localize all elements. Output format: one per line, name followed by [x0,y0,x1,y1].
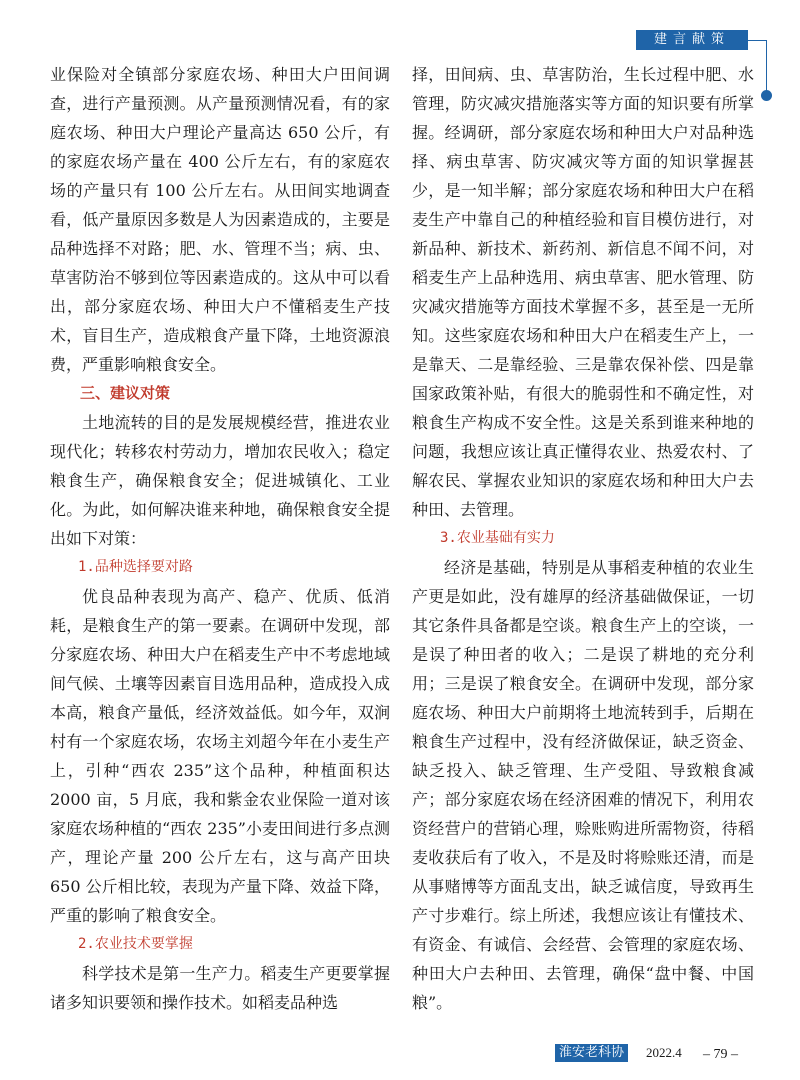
paragraph: 业保险对全镇部分家庭农场、种田大户田间调查，进行产量预测。从产量预测情况看，有的家庭农场、种田大户理论产量高达 650 公斤，有的家庭农场产量在 400 公斤左右，有的家庭农场的产量只有 100 公斤左右。从田间实地调查看，低产量原因多数是人为因素造成的，主要是品种选择不对路；肥、水、管理不当；病、虫、草害防治不够到位等因素造成的。这从中可以看出，部分家庭农场、种田大户不懂稻麦生产技术，盲目生产，造成粮食产量下降，土地资源浪费，严重影响粮食安全。 [50,65,390,374]
left-column [50,60,390,1017]
subsection-heading: 1.品种选择要对路 [78,559,193,575]
paragraph: 土地流转的目的是发展规模经营，推进农业现代化；转移农村劳动力，增加农民收入；稳定粮食生产，确保粮食安全；促进城镇化、工业化。为此，如何解决谁来种地，确保粮食安全提出如下对策： [50,413,390,548]
header-dot-icon [761,90,772,101]
paragraph: 优良品种表现为高产、稳产、优质、低消耗，是粮食生产的第一要素。在调研中发现，部分家庭农场、种田大户在稻麦生产中不考虑地域间气候、土壤等因素盲目选用品种，造成投入成本高，粮食产量低，经济效益低。如今年，双涧村有一个家庭农场，农场主刘超今年在小麦生产上，引种“西农 235”这个品种，种植面积达 2000 亩，5 月底，我和紫金农业保险一道对该家庭农场种植的“西农 235”小麦田间进行多点测产，理论产量 200 公斤左右，这与高产田块 650 公斤相比较，表现为产量下降、效益下降，严重的影响了粮食安全。 [50,587,390,925]
section-heading: 三、建议对策 [80,384,171,402]
paragraph: 科学技术是第一生产力。稻麦生产更要掌握诸多知识要领和操作技术。如稻麦品种选 [50,964,390,1012]
right-column [412,60,754,1017]
section-tab: 建言献策 [636,30,748,50]
journal-badge: 淮安老科协 [555,1044,628,1062]
issue-number: 2022.4 [646,1045,682,1060]
header-rule-horizontal [748,40,766,41]
page-number: – 79 – [703,1047,738,1062]
subsection-heading: 2.农业技术要掌握 [78,936,193,952]
paragraph: 经济是基础，特别是从事稻麦种植的农业生产更是如此，没有雄厚的经济基础做保证，一切其它条件具备都是空谈。粮食生产上的空谈，一是误了种田者的收入；二是误了耕地的充分利用；三是误了粮食安全。在调研中发现，部分家庭农场、种田大户前期将土地流转到手，后期在粮食生产过程中，没有经济做保证，缺乏资金、缺乏投入、缺乏管理、生产受阻、导致粮食减产；部分家庭农场在经济困难的情况下，利用农资经营户的营销心理，赊账购进所需物资，待稻麦收获后有了收入，不是及时将赊账还清，而是从事赌博等方面乱支出，缺乏诚信度，导致再生产寸步难行。综上所述，我想应该让有懂技术、有资金、有诚信、会经营、会管理的家庭农场、种田大户去种田、去管理，确保“盘中餐、中国粮”。 [412,558,754,1012]
paragraph: 择，田间病、虫、草害防治，生长过程中肥、水管理，防灾减灾措施落实等方面的知识要有所掌握。经调研，部分家庭农场和种田大户对品种选择、病虫草害、防灾减灾等方面的知识掌握甚少，是一知半解；部分家庭农场和种田大户在稻麦生产中靠自己的种植经验和盲目模仿进行，对新品种、新技术、新药剂、新信息不闻不问，对稻麦生产上品种选用、病虫草害、肥水管理、防灾减灾措施等方面技术掌握不多，甚至是一无所知。这些家庭农场和种田大户在稻麦生产上，一是靠天、二是靠经验、三是靠农保补偿、四是靠国家政策补贴，有很大的脆弱性和不确定性，对粮食生产构成不安全性。这是关系到谁来种地的问题，我想应该让真正懂得农业、热爱农村、了解农民、掌握农业知识的家庭农场和种田大户去种田、去管理。 [412,65,754,519]
subsection-heading: 3.农业基础有实力 [440,530,555,546]
header-rule-vertical [766,40,767,92]
